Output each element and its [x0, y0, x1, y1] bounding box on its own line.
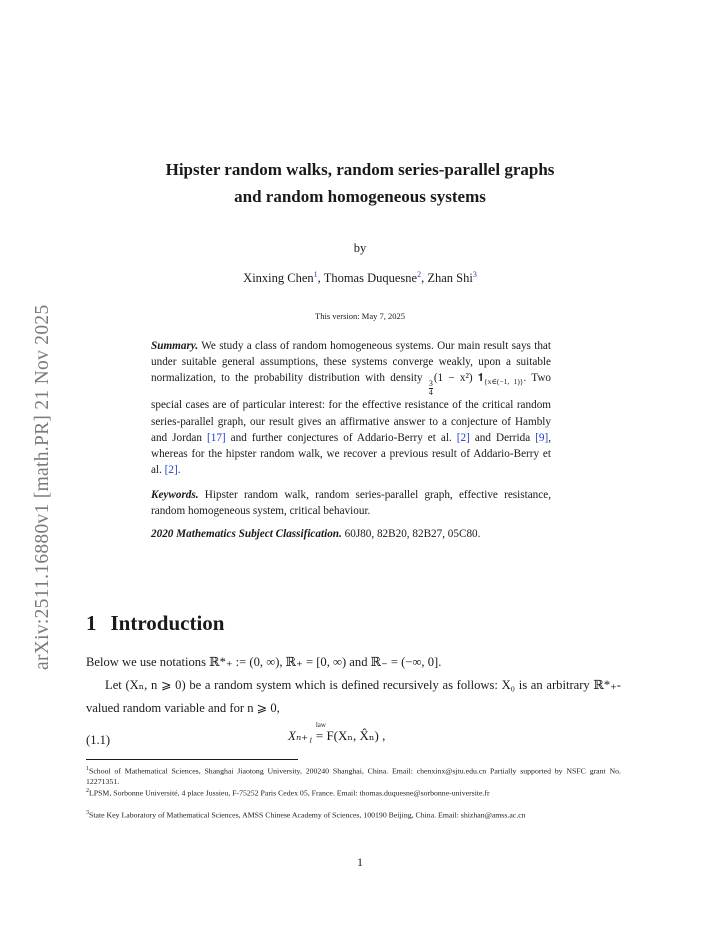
fraction — [429, 380, 433, 397]
title-line-2: and random homogeneous systems — [234, 187, 486, 206]
keywords-paragraph — [151, 487, 551, 519]
equation-rhs: F(Xₙ, X̂ₙ) , — [326, 728, 386, 743]
equation-number: (1.1) — [86, 733, 111, 747]
footnote-text: State Key Laboratory of Mathematical Sciences, AMSS Chinese Academy of Sciences, 100190 Beijing, China. Email: shizhan@amss.ac.cn — [89, 810, 526, 820]
fraction-denominator: 4 — [428, 388, 433, 398]
author-footnote-link[interactable]: 3 — [472, 270, 477, 279]
equality-in-law — [315, 721, 326, 744]
equation-lhs: Xₙ₊₁ — [288, 728, 313, 743]
citation-link[interactable]: [9] — [535, 431, 549, 444]
citation-link[interactable]: [2] — [456, 431, 470, 444]
keywords-text: Hipster random walk, random series-parallel graph, effective resistance, random homogeneous system, critical behaviour. — [151, 489, 551, 518]
footnote-mark: 3 — [86, 810, 89, 816]
law-label: law — [315, 721, 326, 729]
section-heading — [86, 611, 224, 636]
author-name: Xinxing Chen — [243, 271, 314, 286]
intro-paragraph-2: Let (Xₙ, n ⩾ 0) be a random system which is defined recursively as follows: X₀ is an arbitrary ℝ*₊-valued random variable and for n ⩾ 0, — [86, 678, 621, 715]
msc-text: 60J80, 82B20, 82B27, 05C80. — [344, 528, 481, 540]
author-list: Xinxing Chen$^1$, Thomas Duquesne$^2$, Zhan Shi$^3$ — [243, 270, 477, 286]
title-line-1: Hipster random walks, random series-parallel graphs — [165, 160, 555, 179]
footnote-text: LPSM, Sorbonne Université, 4 place Jussieu, F-75252 Paris Cedex 05, France. Email: thomas.duquesne@sorbonne-universite.fr — [89, 788, 490, 798]
arxiv-identifier: arXiv:2511.16880v1 [math.PR] 21 Nov 2025 — [32, 304, 53, 670]
msc-paragraph — [151, 526, 551, 542]
summary-paragraph — [151, 338, 551, 478]
author-footnote-link[interactable]: 2 — [417, 270, 422, 279]
density-subscript: {x∈(−1, 1)} — [484, 377, 524, 387]
footnote-mark: 2 — [86, 788, 89, 794]
summary-text: and Derrida — [474, 431, 531, 444]
author-name: Thomas Duquesne — [323, 271, 418, 286]
summary-text: We study a class of random homogeneous systems. Our main result says that under suitable general assumptions, these systems converge weakly, upon a suitable normalization, to the probability distribution with density — [151, 340, 551, 385]
footnote-divider — [86, 759, 298, 760]
page-number: 1 — [357, 855, 363, 869]
keywords-label: Keywords. — [151, 489, 199, 501]
citation-link[interactable]: [17] — [207, 431, 226, 444]
paper-title — [0, 156, 720, 210]
summary-text: . — [177, 464, 181, 477]
summary-text: and further conjectures of Addario-Berry et al. — [230, 431, 452, 444]
section-title: Introduction — [110, 611, 225, 635]
citation-link[interactable]: [2] — [164, 464, 178, 477]
msc-label: 2020 Mathematics Subject Classification. — [151, 528, 342, 540]
footnote-1 — [86, 764, 621, 787]
footnote-3 — [86, 808, 621, 821]
byline: by — [353, 241, 367, 255]
author-name: Zhan Shi — [427, 271, 473, 286]
footnote-2 — [86, 786, 621, 799]
version-date: This version: May 7, 2025 — [315, 311, 405, 321]
summary-text: , whereas for the hipster random walk, we recover a previous result of Addario-Berry et al. — [151, 431, 552, 477]
density-formula: (1 − x²) 𝟏 — [433, 372, 485, 385]
equation — [288, 721, 386, 744]
summary-label: Summary. — [151, 340, 199, 352]
intro-paragraph-1: Below we use notations ℝ*₊ := (0, ∞), ℝ₊ = [0, ∞) and ℝ₋ = (−∞, 0]. — [86, 655, 442, 669]
summary-text: . Two special cases are of particular interest: for the effective resistance of the critical random series-parallel graph, our result gives an affirmative answer to a conjecture of Hambly and Jordan — [151, 372, 552, 444]
fraction-numerator: 3 — [428, 379, 433, 389]
footnote-mark: 1 — [86, 766, 89, 772]
section-number: 1 — [86, 611, 97, 635]
equals-sign: = — [315, 728, 324, 743]
author-footnote-link[interactable]: 1 — [313, 270, 318, 279]
footnote-text: School of Mathematical Sciences, Shanghai Jiaotong University, 200240 Shanghai, China. Email: chenxinx@sjtu.edu.cn Partially supported by NSFC grant No. 12271351. — [86, 766, 621, 786]
